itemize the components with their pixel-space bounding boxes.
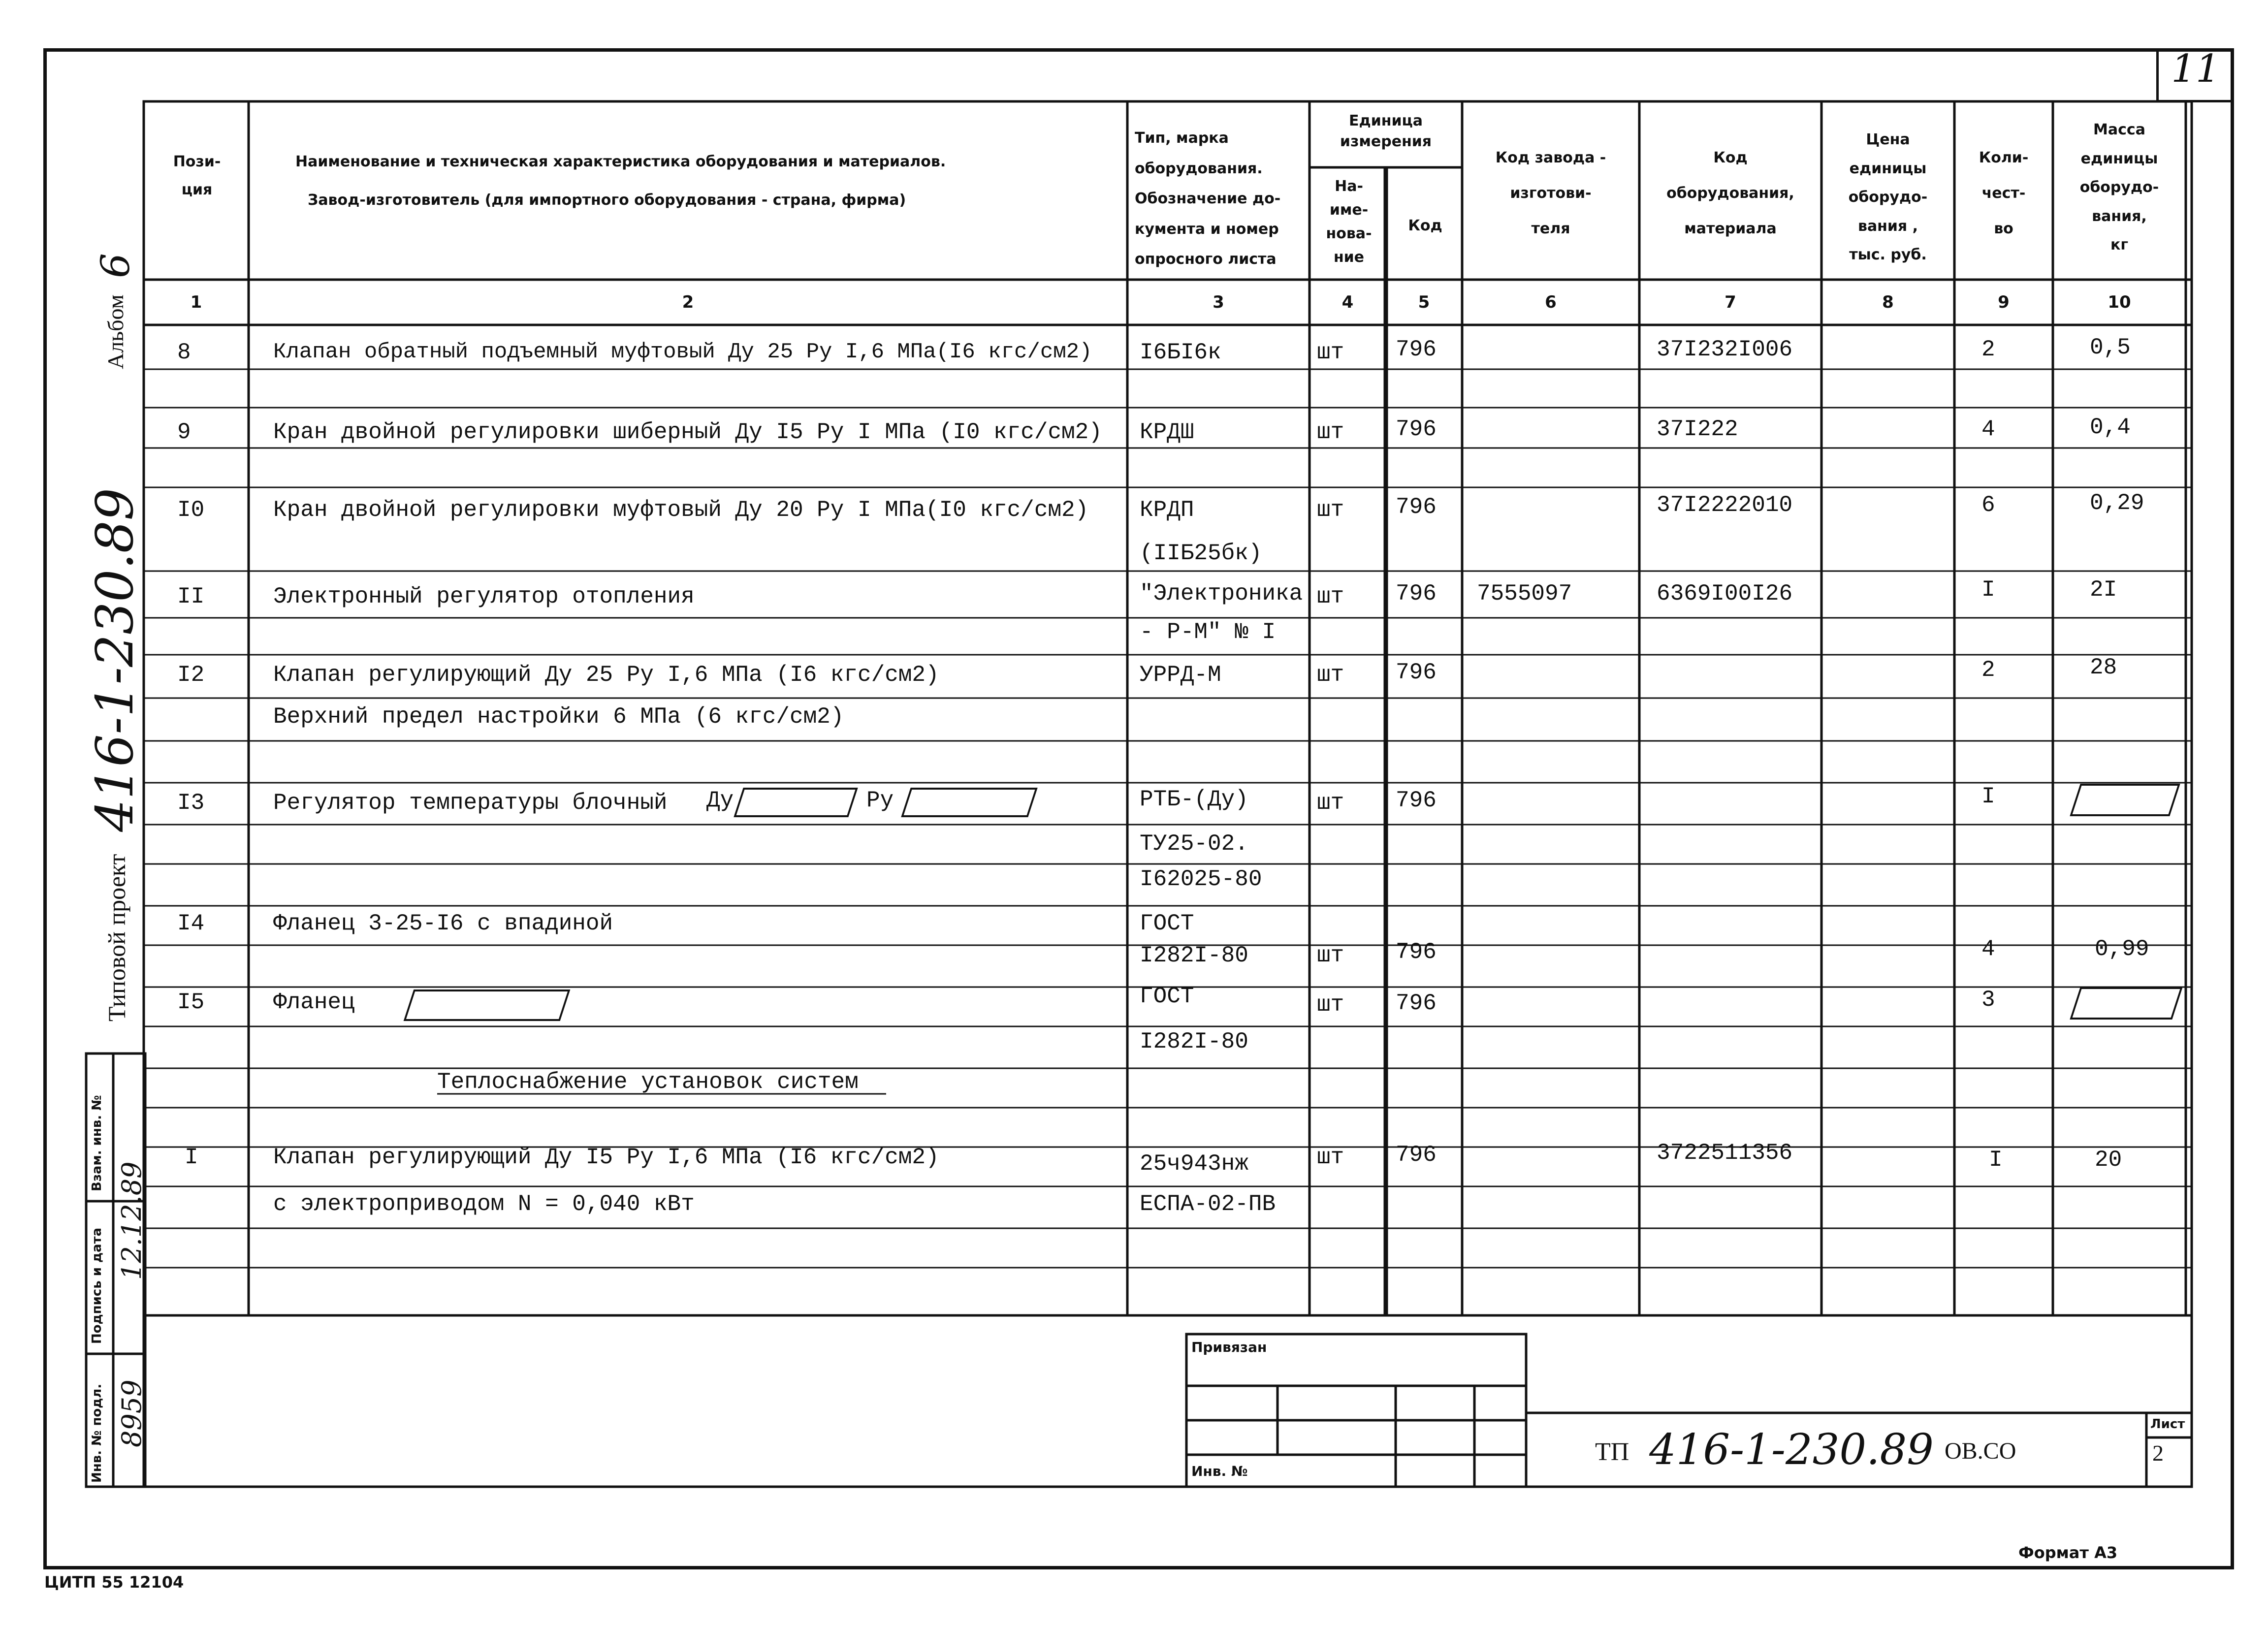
cell-type: ГОСТ [1140,984,1194,1009]
cell-equipment-code: 6369I00I26 [1657,581,1793,607]
col-number: 9 [1998,292,2010,312]
cell-unit: шт [1317,584,1344,609]
cell-code: 796 [1396,660,1437,685]
header-position: Пози- ция [173,153,221,198]
blank-ru-field [901,788,1037,817]
cell-equipment-code: 37I2222010 [1657,492,1793,518]
cell-position: I4 [177,911,205,936]
cell-mass: 0,29 [2090,490,2144,516]
cell-code: 796 [1396,939,1437,965]
cell-unit: шт [1317,1145,1344,1170]
album-label: Альбом [103,294,128,369]
cell-type: ЕСПА-02-ПВ [1140,1191,1276,1217]
cell-code: 796 [1396,1142,1437,1168]
col-number: 3 [1213,292,1224,312]
format-label: Формат А3 [2018,1543,2118,1562]
cell-type: I6БI6к [1140,340,1221,365]
cell-type: КРДШ [1140,419,1194,445]
cell-code: 796 [1396,337,1437,362]
cell-quantity: 3 [1981,987,1995,1013]
project-number: 416-1-230.89 [85,488,145,832]
sheet-number: 2 [2152,1440,2164,1466]
header-name: Наименование и техническая характеристика оборудования и материалов. Завод-изготовитель (для импортного оборудования - страна, фирма) [295,153,946,209]
cell-name: Клапан обратный подъемный муфтовый Ду 25 Ру I,6 МПа(I6 кгс/см2) [273,340,1092,364]
stamp-replaced-inv: Взам. инв. № [90,1095,104,1191]
col-number: 5 [1418,292,1430,312]
cell-equipment-code: 37I222 [1657,416,1738,442]
blank-du-field [734,788,858,817]
cell-unit: шт [1317,943,1344,968]
cell-type: - Р-М" № I [1140,619,1276,645]
header-unit-name: На- име- нова- ние [1326,178,1372,266]
cell-type: УРРД-М [1140,662,1221,688]
cell-unit: шт [1317,340,1344,365]
cell-name: Фланец 3-25-I6 с впадиной [273,911,613,936]
cell-type: I62025-80 [1140,866,1262,892]
cell-position: I5 [177,990,205,1015]
header-quantity: Коли- чест- во [1979,149,2029,237]
stamp-original-inv: Инв. № подл. [90,1383,104,1483]
tp-number: 416-1-230.89 [1649,1425,1934,1474]
cell-name-du: Ду [706,788,734,813]
cell-type: ГОСТ [1140,911,1194,936]
cell-name: Кран двойной регулировки муфтовый Ду 20 Ру I МПа(I0 кгс/см2) [273,497,1089,523]
section-heading: Теплоснабжение установок систем [437,1069,859,1095]
blank-mass-field [2070,784,2180,816]
col-number: 8 [1882,292,1894,312]
cell-name: Фланец [273,990,355,1015]
blank-flange-field [404,990,571,1021]
cell-unit: шт [1317,419,1344,445]
header-mass: Масса единицы оборудо- вания, кг [2079,121,2159,254]
sheet-mark: 11 [2171,47,2220,91]
col-number: 10 [2108,292,2131,312]
col-number: 7 [1725,292,1736,312]
sheet-label: Лист [2150,1417,2185,1432]
cell-quantity: 2 [1981,657,1995,683]
header-equipment-code: Код оборудования, материала [1666,149,1794,237]
header-unit: Единица измерения [1340,112,1432,150]
cell-equipment-code: 37I232I006 [1657,337,1793,362]
cell-unit: шт [1317,992,1344,1018]
header-mfr-code: Код завода - изготови- теля [1495,149,1606,237]
stamp-inv-value: 8959 [116,1379,147,1447]
privyazan-label: Привязан [1191,1339,1267,1355]
cell-unit: шт [1317,662,1344,688]
cell-name: Кран двойной регулировки шиберный Ду I5 Ру I МПа (I0 кгс/см2) [273,419,1102,445]
cell-mass: 28 [2090,655,2117,680]
cell-quantity: I [1989,1147,2003,1173]
cell-name: Клапан регулирующий Ду 25 Ру I,6 МПа (I6 кгс/см2) [273,662,939,688]
cell-type: КРДП [1140,497,1194,523]
cell-name: Клапан регулирующий Ду I5 Ру I,6 МПа (I6 кгс/см2) [273,1145,939,1170]
col-number: 2 [682,292,694,312]
cell-quantity: I [1981,784,1995,809]
cell-type: РТБ-(Ду) [1140,787,1248,812]
cell-quantity: 6 [1981,492,1995,518]
cell-position: II [177,584,205,609]
cell-quantity: 4 [1981,936,1995,962]
cell-quantity: 4 [1981,416,1995,442]
col-number: 1 [190,292,202,312]
doc-code: ОВ.СО [1945,1438,2016,1464]
cell-name: Верхний предел настройки 6 МПа (6 кгс/см2) [273,704,844,730]
cell-code: 796 [1396,990,1437,1016]
cell-mass: 20 [2095,1147,2122,1173]
header-unit-code: Код [1408,217,1442,234]
cell-position: I [185,1145,198,1170]
cell-code: 796 [1396,581,1437,607]
cell-position: I0 [177,497,205,523]
inv-no-label: Инв. № [1191,1463,1248,1479]
stamp-signature-date: Подпись и дата [90,1227,104,1344]
cell-code: 796 [1396,494,1437,520]
cell-code: 796 [1396,788,1437,813]
cell-type: (IIБ25бк) [1140,541,1262,566]
citp-label: ЦИТП 55 12104 [44,1573,184,1592]
album-number: 6 [93,253,138,278]
cell-position: 8 [177,340,191,365]
cell-type: "Электроника [1140,581,1303,607]
cell-mass: 0,4 [2090,415,2131,440]
cell-mass: 2I [2090,577,2117,603]
cell-quantity: 2 [1981,337,1995,362]
cell-mass: 0,5 [2090,335,2131,360]
cell-equipment-code: 3722511356 [1657,1140,1793,1166]
tp-label: ТП [1595,1438,1629,1466]
header-type: Тип, марка оборудования. Обозначение до- кумента и номер опросного листа [1135,129,1281,268]
cell-name: Электронный регулятор отопления [273,584,695,609]
cell-position: I3 [177,790,205,816]
header-price: Цена единицы оборудо- вания , тыс. руб. [1848,131,1928,263]
cell-position: 9 [177,419,191,445]
project-label: Типовой проект [103,854,130,1021]
cell-position: I2 [177,662,205,688]
cell-type: I282I-80 [1140,943,1248,968]
cell-type: ТУ25-02. [1140,831,1248,857]
cell-type: I282I-80 [1140,1029,1248,1054]
cell-name: с электроприводом N = 0,040 кВт [273,1191,695,1217]
col-number: 6 [1545,292,1557,312]
stamp-date-value: 12.12.89 [116,1161,147,1280]
cell-mfr-code: 7555097 [1477,581,1572,607]
cell-name-ru: Ру [866,788,894,813]
cell-code: 796 [1396,416,1437,442]
blank-mass-field [2070,987,2182,1020]
cell-unit: шт [1317,790,1344,816]
cell-name: Регулятор температуры блочный [273,790,668,816]
cell-unit: шт [1317,497,1344,523]
cell-quantity: I [1981,577,1995,603]
col-number: 4 [1342,292,1354,312]
cell-type: 25ч943нж [1140,1151,1248,1177]
cell-mass: 0,99 [2095,936,2149,962]
